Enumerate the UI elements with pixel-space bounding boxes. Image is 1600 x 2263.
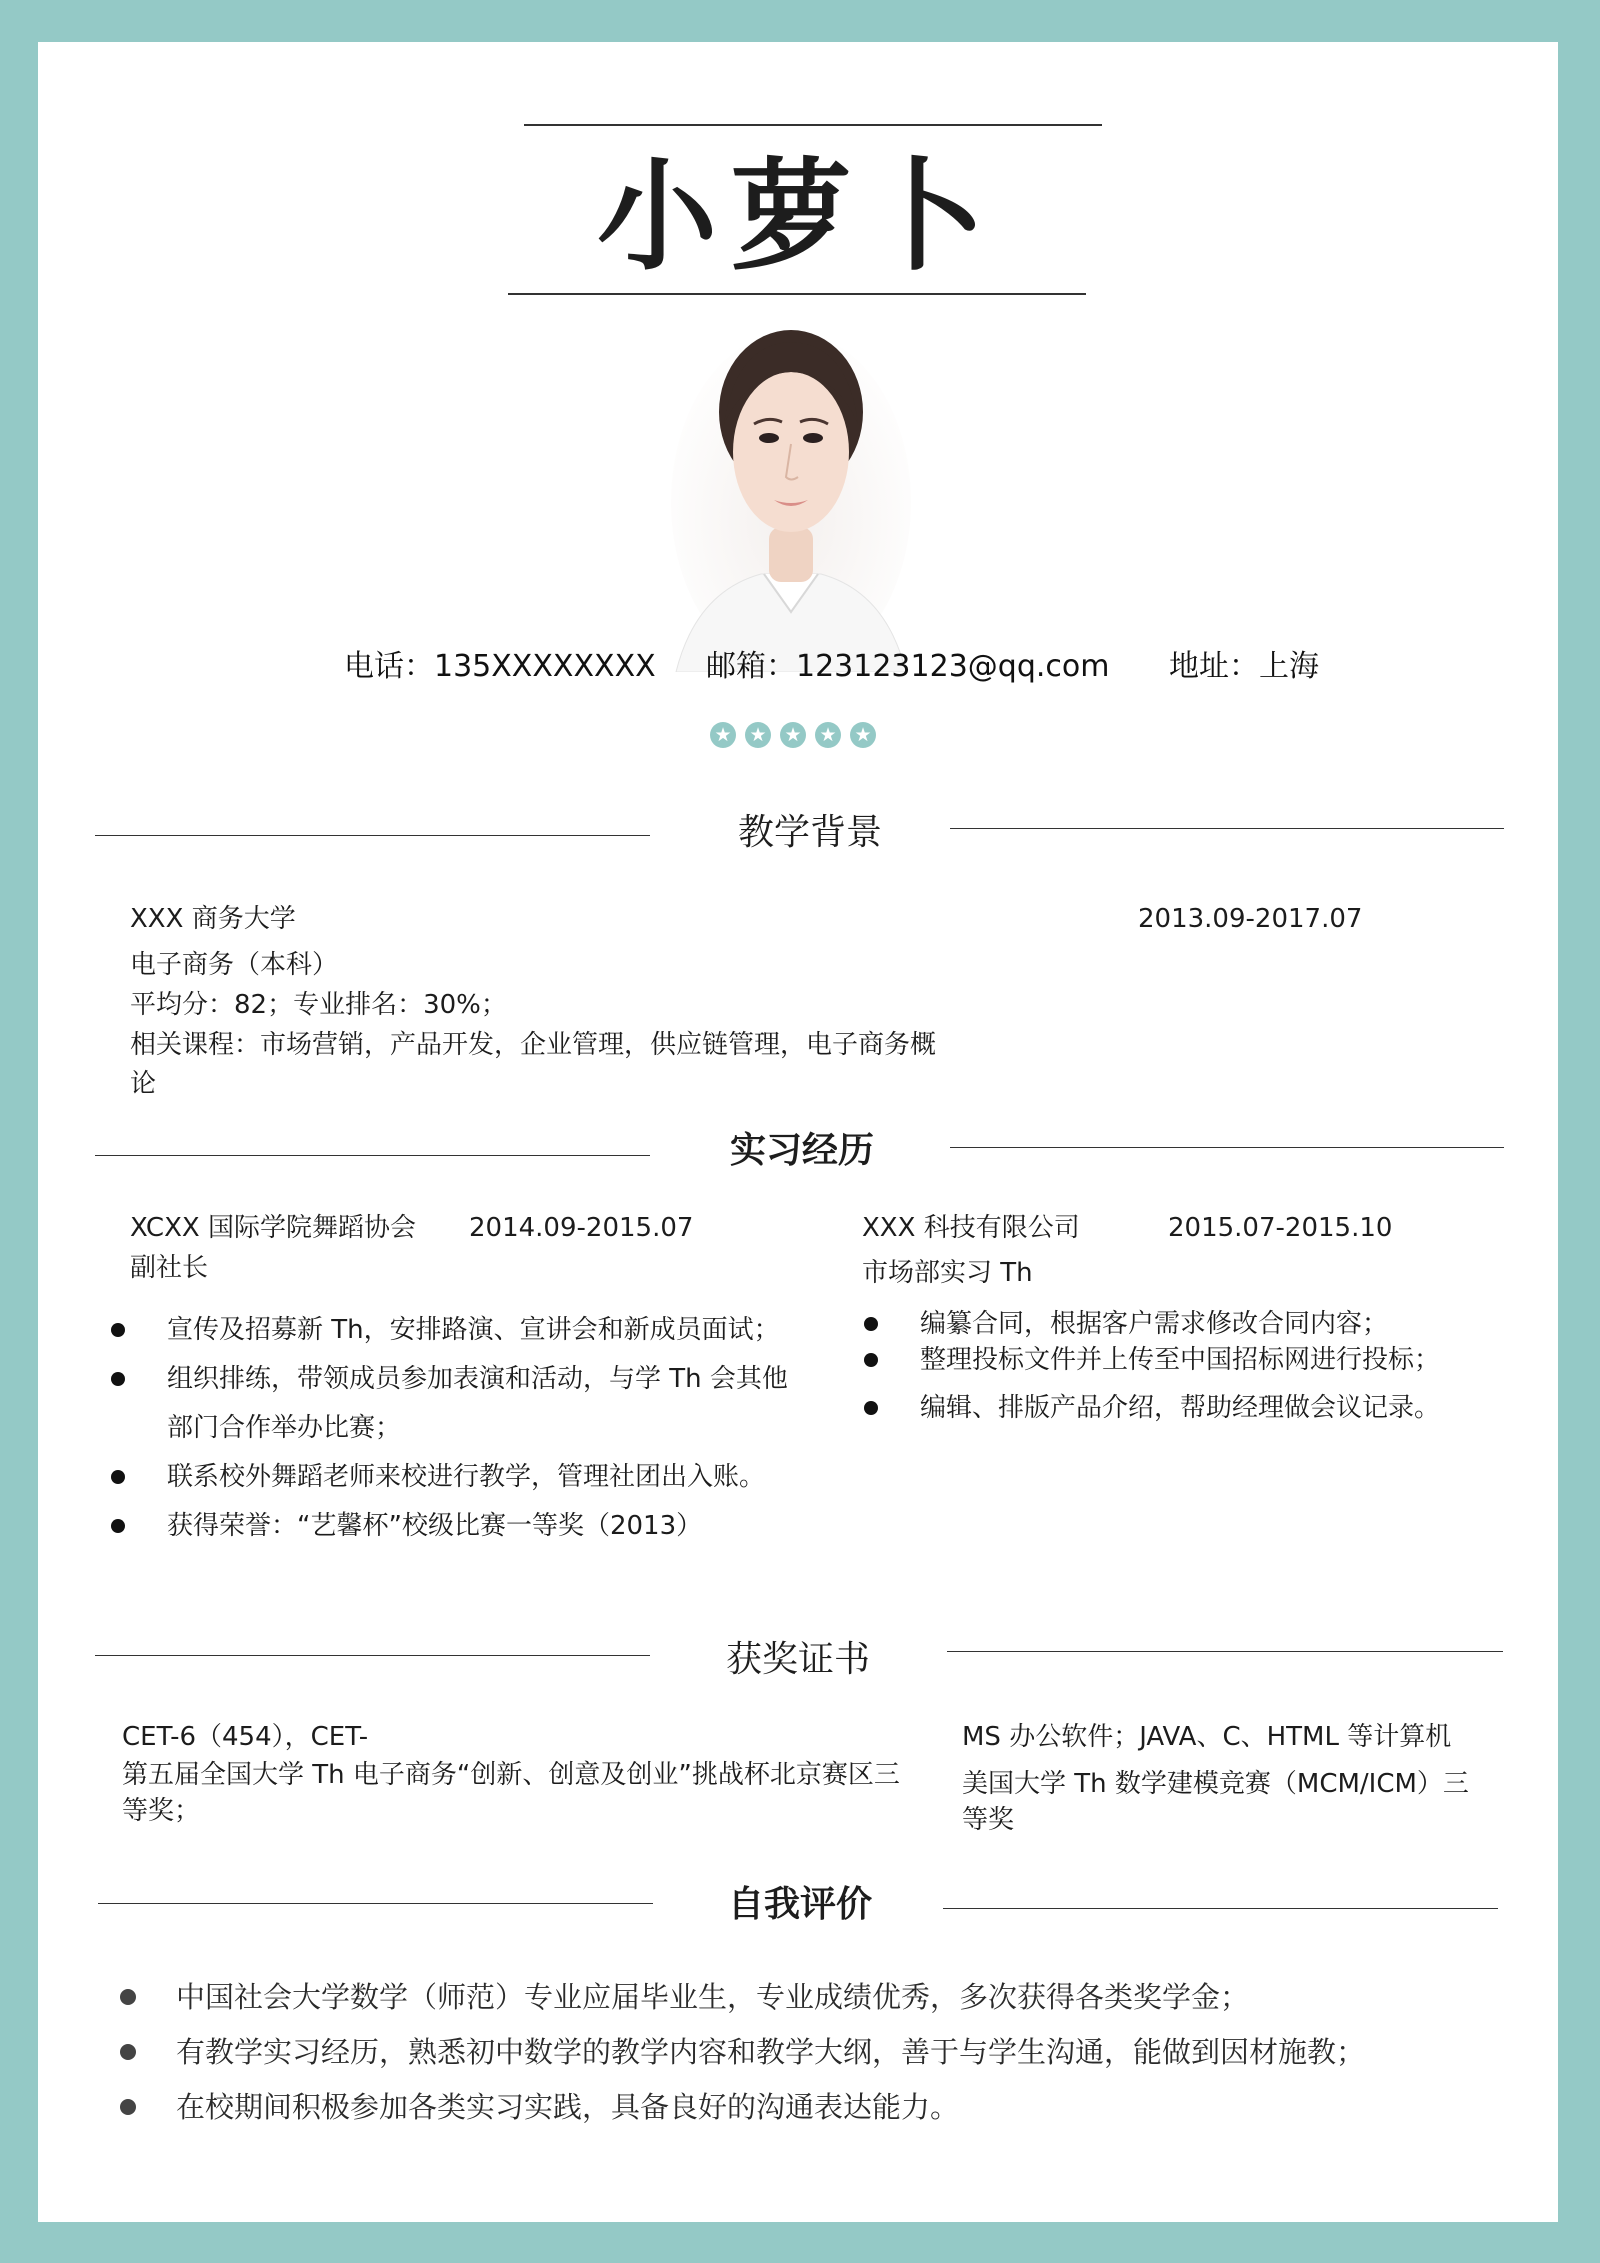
name-top-rule bbox=[524, 124, 1102, 126]
resume-page bbox=[38, 42, 1558, 2222]
list-item: 编辑、排版产品介绍，帮助经理做会议记录。 bbox=[864, 1390, 1514, 1426]
awards-rule-right bbox=[947, 1651, 1503, 1652]
education-rule-left bbox=[95, 835, 650, 836]
star-icon: ★ bbox=[780, 722, 806, 748]
awards-right-line2: 美国大学 Th 数学建模竞赛（MCM/ICM）三等奖 bbox=[962, 1769, 1469, 1835]
list-item: 联系校外舞蹈老师来校进行教学，管理社团出入账。 bbox=[111, 1453, 791, 1502]
list-item: 获得荣誉：“艺馨杯”校级比赛一等奖（2013） bbox=[111, 1502, 791, 1551]
education-period: 2013.09-2017.07 bbox=[1138, 904, 1363, 934]
internship-rule-right bbox=[950, 1147, 1504, 1148]
self-eval-rule-left bbox=[98, 1903, 653, 1904]
bullet-icon bbox=[111, 1372, 125, 1386]
bullet-icon bbox=[864, 1317, 878, 1331]
self-eval-list bbox=[120, 1970, 1520, 2135]
gpa-text: 平均分：82；专业排名：30%； bbox=[130, 990, 507, 1020]
name-bottom-rule bbox=[508, 293, 1086, 295]
awards-right-line1: MS 办公软件；JAVA、C、HTML 等计算机 bbox=[962, 1722, 1452, 1752]
bullet-icon bbox=[120, 2099, 136, 2115]
courses-text: 相关课程：市场营销，产品开发，企业管理，供应链管理，电子商务概论 bbox=[130, 1030, 937, 1099]
intern-right-period: 2015.07-2015.10 bbox=[1168, 1213, 1393, 1243]
awards-title: 获奖证书 bbox=[726, 1639, 871, 1680]
star-icon: ★ bbox=[850, 722, 876, 748]
major-text: 电子商务（本科） bbox=[130, 950, 339, 980]
intern-right-list bbox=[864, 1306, 1514, 1426]
education-rule-right bbox=[950, 828, 1504, 829]
intern-right-role: 市场部实习 Th bbox=[862, 1258, 1033, 1288]
internship-rule-left bbox=[95, 1155, 650, 1156]
bullet-icon bbox=[111, 1470, 125, 1484]
bullet-icon bbox=[111, 1323, 125, 1337]
list-item: 组织排练，带领成员参加表演和活动，与学 Th 会其他部门合作举办比赛； bbox=[111, 1355, 791, 1453]
education-title: 教学背景 bbox=[738, 812, 883, 853]
internship-title: 实习经历 bbox=[730, 1130, 875, 1171]
bullet-icon bbox=[864, 1353, 878, 1367]
list-item: 在校期间积极参加各类实习实践，具备良好的沟通表达能力。 bbox=[120, 2080, 1520, 2135]
phone-text: 电话：135XXXXXXXX bbox=[344, 649, 656, 684]
star-icon: ★ bbox=[710, 722, 736, 748]
list-item: 有教学实习经历，熟悉初中数学的教学内容和教学大纲，善于与学生沟通，能做到因材施教； bbox=[120, 2025, 1520, 2080]
self-eval-rule-right bbox=[943, 1908, 1498, 1909]
intern-left-role: 副社长 bbox=[130, 1253, 209, 1283]
list-item: 中国社会大学数学（师范）专业应届毕业生，专业成绩优秀，多次获得各类奖学金； bbox=[120, 1970, 1520, 2025]
candidate-name: 小萝卜 bbox=[597, 148, 999, 287]
profile-photo bbox=[666, 312, 916, 672]
intern-right-org: XXX 科技有限公司 bbox=[862, 1213, 1080, 1243]
bullet-icon bbox=[111, 1519, 125, 1533]
self-eval-title: 自我评价 bbox=[728, 1884, 873, 1925]
awards-left-line2: 第五届全国大学 Th 电子商务“创新、创意及创业”挑战杯北京赛区三等奖； bbox=[122, 1760, 900, 1826]
school-name: XXX 商务大学 bbox=[130, 904, 296, 934]
star-icon: ★ bbox=[745, 722, 771, 748]
star-icon: ★ bbox=[815, 722, 841, 748]
rating-stars bbox=[710, 722, 876, 748]
email-text: 邮箱：123123123@qq.com bbox=[706, 649, 1110, 684]
list-item: 编纂合同，根据客户需求修改合同内容； bbox=[864, 1306, 1514, 1342]
bullet-icon bbox=[120, 1989, 136, 2005]
awards-left-line1: CET-6（454），CET- bbox=[122, 1722, 369, 1752]
list-item: 宣传及招募新 Th，安排路演、宣讲会和新成员面试； bbox=[111, 1306, 791, 1355]
awards-rule-left bbox=[95, 1655, 650, 1656]
intern-left-list bbox=[111, 1306, 791, 1551]
intern-left-period: 2014.09-2015.07 bbox=[469, 1213, 694, 1243]
intern-left-org: XCXX 国际学院舞蹈协会 bbox=[130, 1213, 416, 1243]
address-text: 地址：上海 bbox=[1169, 649, 1319, 684]
bullet-icon bbox=[120, 2044, 136, 2060]
list-item: 整理投标文件并上传至中国招标网进行投标； bbox=[864, 1342, 1514, 1378]
bullet-icon bbox=[864, 1401, 878, 1415]
